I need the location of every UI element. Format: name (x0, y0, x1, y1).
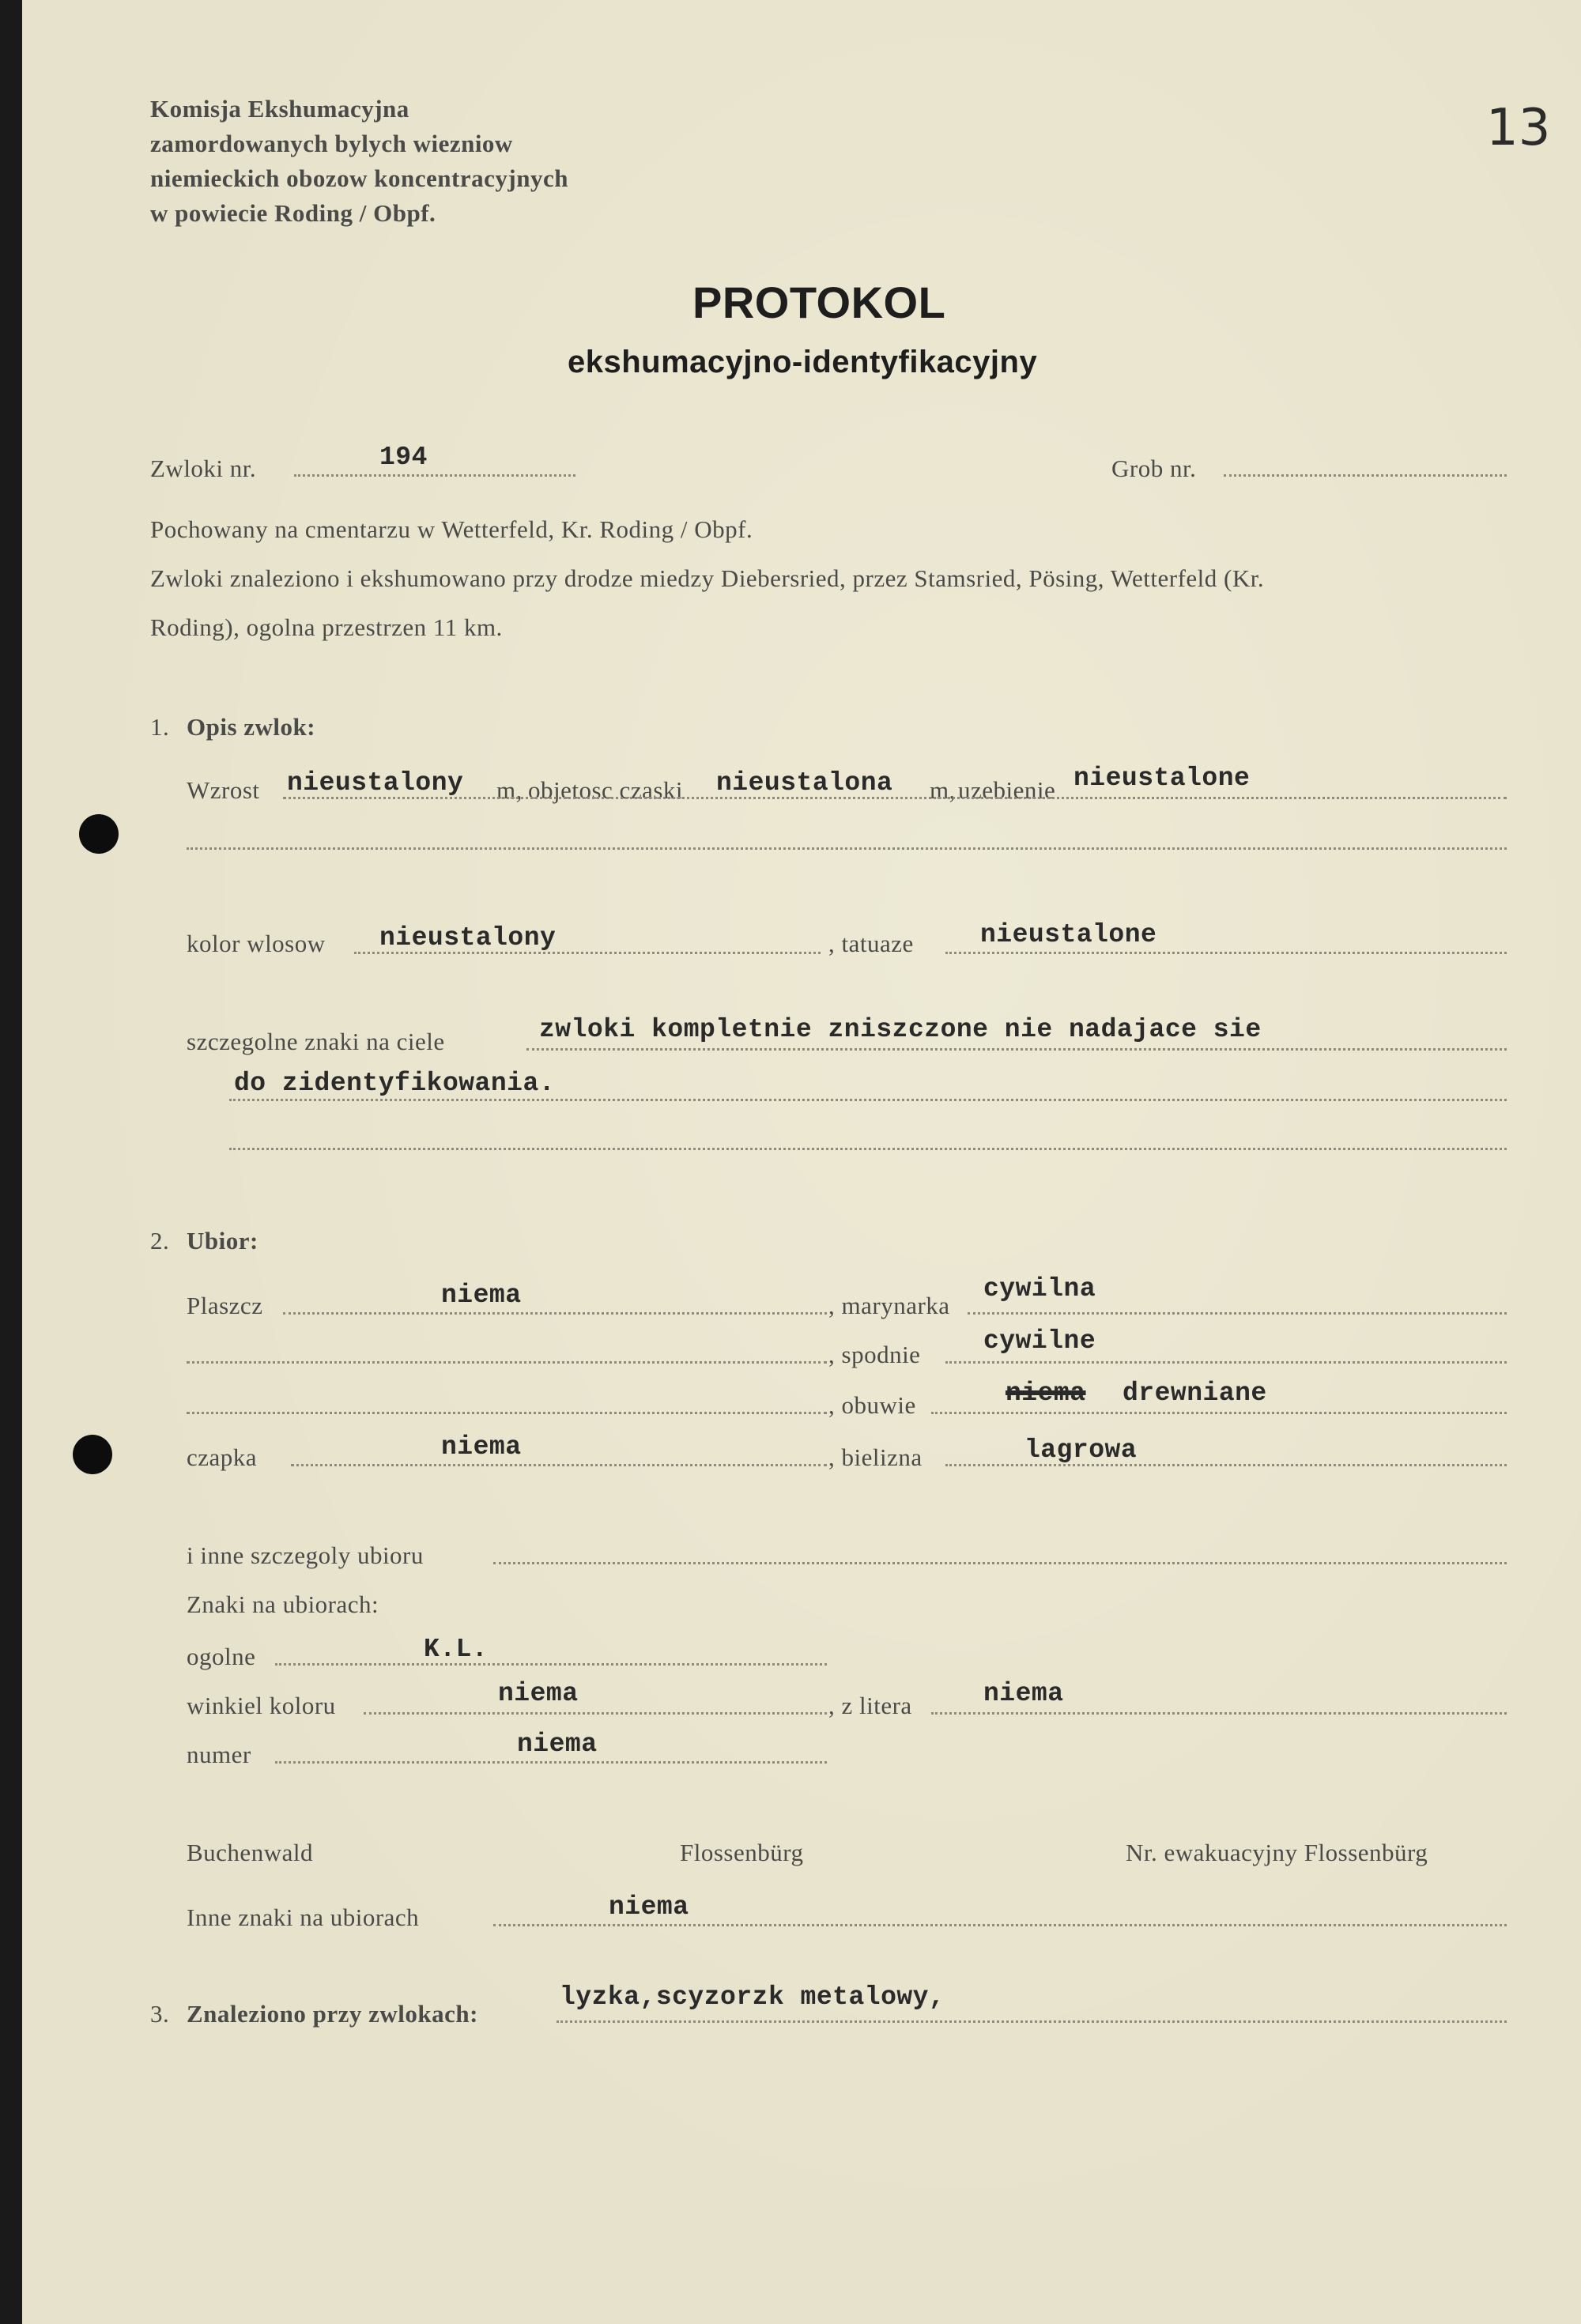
section-1-heading: Opis zwlok: (187, 713, 316, 741)
document-subtitle: ekshumacyjno-identyfikacyjny (568, 345, 1038, 379)
special-marks-label: szczegolne znaki na ciele (187, 1028, 445, 1055)
punch-hole-top (79, 814, 119, 854)
body-number-label: Zwloki nr. (150, 455, 257, 482)
hair-color-value: nieustalony (379, 923, 557, 953)
jacket-label: , marynarka (828, 1292, 950, 1319)
shoes-blank-line (187, 1412, 827, 1414)
found-items-value: lyzka,scyzorzk metalowy, (560, 1983, 945, 2012)
special-marks-value-1: zwloki kompletnie zniszczone nie nadajace sie (539, 1015, 1262, 1044)
section-3-number: 3. (150, 2000, 170, 2028)
jacket-line (968, 1312, 1507, 1315)
shoes-label: , obuwie (828, 1391, 916, 1419)
letter-label: , z litera (828, 1692, 912, 1719)
grave-number-label: Grob nr. (1111, 455, 1197, 482)
header-line-1: Komisja Ekshumacyjna (150, 95, 409, 123)
skull-unit: m, (930, 776, 956, 804)
other-marks-value: niema (609, 1892, 689, 1922)
trousers-value: cywilne (983, 1326, 1096, 1356)
height-label: Wzrost (187, 776, 260, 804)
teeth-value: nieustalone (1073, 764, 1251, 793)
general-marks-value: K.L. (424, 1635, 489, 1664)
other-marks-label: Inne znaki na ubiorach (187, 1903, 420, 1931)
triangle-color-value: niema (498, 1679, 579, 1708)
skull-value: nieustalona (716, 768, 893, 798)
coat-line (283, 1312, 827, 1315)
other-details-label: i inne szczegoly ubioru (187, 1541, 424, 1569)
document-page (22, 0, 1581, 2324)
section-3-heading: Znaleziono przy zwlokach: (187, 2000, 478, 2028)
triangle-color-label: winkiel koloru (187, 1692, 336, 1719)
trousers-label: , spodnie (828, 1341, 921, 1368)
cap-label: czapka (187, 1443, 258, 1471)
other-marks-line (493, 1924, 1507, 1926)
height-unit: m, (496, 776, 523, 804)
body-number-line (294, 474, 575, 477)
hair-color-label: kolor wlosow (187, 930, 326, 957)
shoes-line (931, 1412, 1507, 1414)
found-location-1: Zwloki znaleziono i ekshumowano przy drodze miedzy Diebersried, przez Stamsried, Pösing, Wetterfeld (Kr. (150, 564, 1265, 592)
tattoo-value: nieustalone (980, 920, 1157, 949)
skull-label: objetosc czaski (528, 776, 684, 804)
special-marks-line-3 (229, 1148, 1507, 1150)
description-line-2 (187, 847, 1507, 850)
header-line-2: zamordowanych bylych wiezniow (150, 130, 513, 157)
other-details-line (493, 1562, 1507, 1564)
section-1-number: 1. (150, 713, 170, 741)
shoes-value: drewniane (1123, 1379, 1267, 1408)
description-line-1 (283, 797, 1507, 799)
underwear-label: , bielizna (828, 1443, 923, 1471)
grave-number-line (1224, 474, 1507, 477)
header-line-3: niemieckich obozow koncentracyjnych (150, 164, 568, 192)
trousers-line (945, 1361, 1507, 1364)
clothing-marks-label: Znaki na ubiorach: (187, 1590, 379, 1618)
special-marks-value-2: do zidentyfikowania. (234, 1069, 556, 1098)
page-number: 13 (1486, 99, 1551, 157)
document-title: PROTOKOL (692, 277, 946, 327)
special-marks-line-2 (229, 1099, 1507, 1101)
general-marks-line (275, 1663, 827, 1666)
camp-buchenwald: Buchenwald (187, 1839, 313, 1866)
section-2-heading: Ubior: (187, 1227, 258, 1254)
letter-value: niema (983, 1679, 1064, 1708)
cap-line (291, 1464, 827, 1466)
body-number-value: 194 (379, 443, 428, 472)
camp-flossenburg: Flossenbürg (680, 1839, 804, 1866)
trousers-blank-line (187, 1361, 827, 1364)
triangle-color-line (364, 1712, 827, 1715)
teeth-label: uzebienie (958, 776, 1056, 804)
section-2-number: 2. (150, 1227, 170, 1254)
special-marks-line-1 (526, 1048, 1507, 1051)
height-value: nieustalony (287, 768, 464, 798)
found-items-line (557, 2020, 1507, 2023)
prisoner-number-label: numer (187, 1741, 251, 1768)
underwear-value: lagrowa (1024, 1436, 1138, 1465)
evacuation-number-label: Nr. ewakuacyjny Flossenbürg (1126, 1839, 1428, 1866)
coat-value: niema (441, 1281, 522, 1310)
general-marks-label: ogolne (187, 1643, 256, 1670)
cap-value: niema (441, 1432, 522, 1462)
header-line-4: w powiecie Roding / Obpf. (150, 199, 436, 227)
burial-place: Pochowany na cmentarzu w Wetterfeld, Kr. Roding / Obpf. (150, 515, 753, 543)
jacket-value: cywilna (983, 1274, 1096, 1303)
found-location-2: Roding), ogolna przestrzen 11 km. (150, 613, 503, 641)
punch-hole-bottom (73, 1435, 112, 1474)
coat-label: Plaszcz (187, 1292, 263, 1319)
letter-line (931, 1712, 1507, 1715)
prisoner-number-line (275, 1761, 827, 1764)
prisoner-number-value: niema (517, 1730, 598, 1759)
shoes-struck-value: niema (1006, 1379, 1086, 1408)
tattoo-label: , tatuaze (828, 930, 914, 957)
tattoo-line (945, 952, 1507, 954)
